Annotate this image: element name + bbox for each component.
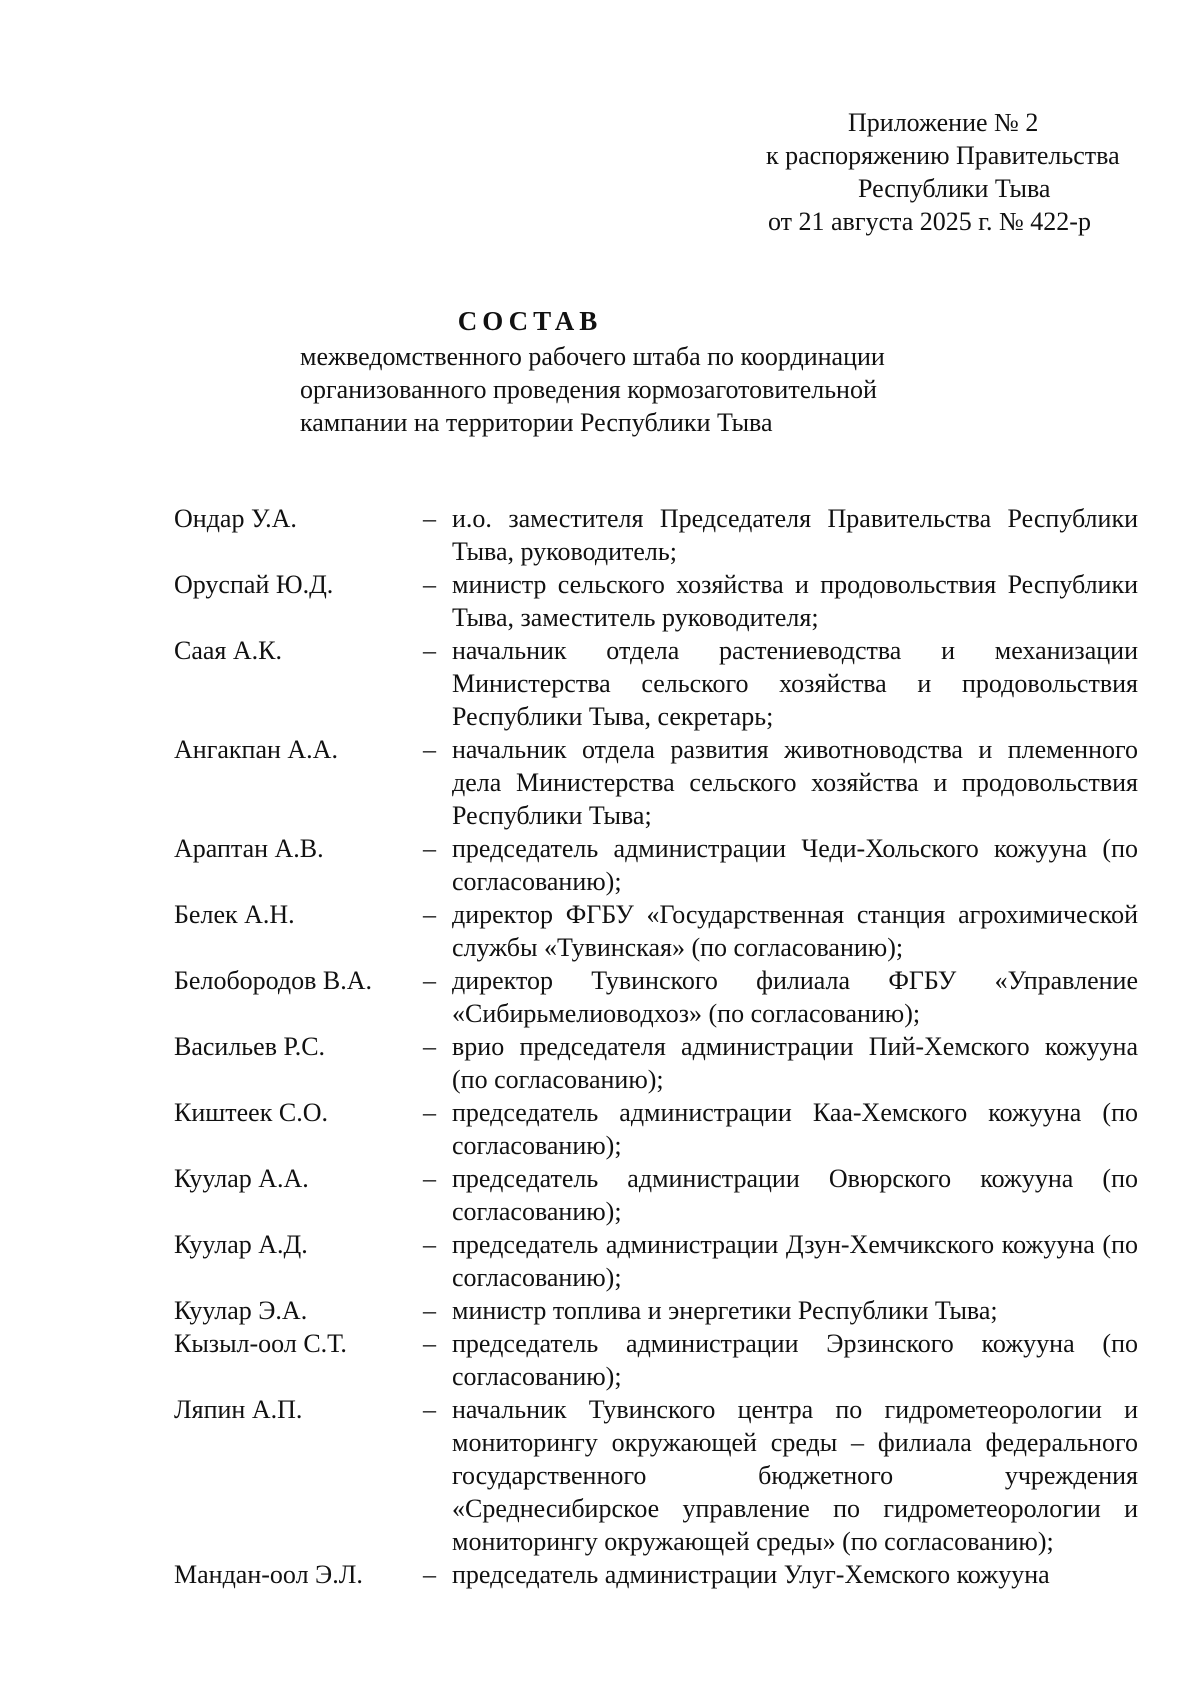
document-title: СОСТАВ [457,306,603,336]
members-list [0,502,1200,1591]
member-role: председатель администрации Эрзинского кожууна (по согласованию); [452,1329,1138,1391]
member-entry [0,1228,1200,1294]
member-role: начальник Тувинского центра по гидрометеорологии и мониторингу окружающей среды – филиала федерального государственного бюджетного учреждения «Среднесибирское управление по гидрометеорологии и мониторингу окружающей среды» (по согласованию); [452,1395,1138,1556]
member-name: Саая А.К. [174,636,282,665]
member-dash: – [423,1395,436,1424]
document-subtitle [300,340,885,439]
member-role: председатель администрации Улуг-Хемского кожууна [452,1560,1050,1589]
member-entry [0,733,1200,832]
member-dash: – [423,1032,436,1061]
member-entry [0,898,1200,964]
member-name: Белобородов В.А. [174,966,373,995]
member-role: начальник отдела развития животноводства и племенного дела Министерства сельского хозяйства и продовольствия Республики Тыва; [452,735,1138,830]
member-role: директор Тувинского филиала ФГБУ «Управление «Сибирьмелиоводхоз» (по согласованию); [452,966,1138,1028]
member-role: министр топлива и энергетики Республики Тыва; [452,1296,998,1325]
member-entry [0,1327,1200,1393]
member-dash: – [423,570,436,599]
member-role: директор ФГБУ «Государственная станция агрохимической службы «Тувинская» (по согласованию); [452,900,1138,962]
member-dash: – [423,504,436,533]
member-name: Ляпин А.П. [174,1395,303,1424]
member-entry [0,964,1200,1030]
subtitle-line: кампании на территории Республики Тыва [300,408,773,437]
member-dash: – [423,834,436,863]
member-entry [0,502,1200,568]
appendix-header [748,106,1148,238]
member-entry [0,1096,1200,1162]
member-role: председатель администрации Дзун-Хемчикского кожууна (по согласованию); [452,1230,1138,1292]
member-name: Куулар А.Д. [174,1230,308,1259]
subtitle-line: организованного проведения кормозаготовительной [300,375,877,404]
member-dash: – [423,966,436,995]
appendix-reference: к распоряжению Правительства [766,141,1120,170]
member-name: Мандан-оол Э.Л. [174,1560,363,1589]
member-entry [0,1162,1200,1228]
member-name: Белек А.Н. [174,900,295,929]
member-entry [0,1030,1200,1096]
member-entry [0,1294,1200,1327]
member-name: Куулар А.А. [174,1164,309,1193]
member-dash: – [423,1164,436,1193]
member-dash: – [423,636,436,665]
member-entry [0,634,1200,733]
member-role: и.о. заместителя Председателя Правительства Республики Тыва, руководитель; [452,504,1138,566]
member-name: Кызыл-оол С.Т. [174,1329,347,1358]
member-dash: – [423,1230,436,1259]
member-role: министр сельского хозяйства и продовольствия Республики Тыва, заместитель руководителя; [452,570,1138,632]
member-dash: – [423,900,436,929]
member-role: начальник отдела растениеводства и механизации Министерства сельского хозяйства и продовольствия Республики Тыва, секретарь; [452,636,1138,731]
member-name: Васильев Р.С. [174,1032,326,1061]
member-name: Куулар Э.А. [174,1296,308,1325]
member-dash: – [423,1560,436,1589]
member-role: врио председателя администрации Пий-Хемского кожууна (по согласованию); [452,1032,1138,1094]
member-name: Ангакпан А.А. [174,735,338,764]
member-name: Ондар У.А. [174,504,297,533]
member-dash: – [423,1098,436,1127]
member-entry [0,832,1200,898]
member-name: Киштеек С.О. [174,1098,328,1127]
member-name: Араптан А.В. [174,834,324,863]
appendix-date: от 21 августа 2025 г. № 422-р [768,207,1091,236]
subtitle-line: межведомственного рабочего штаба по координации [300,342,885,371]
member-role: председатель администрации Овюрского кожууна (по согласованию); [452,1164,1138,1226]
member-role: председатель администрации Чеди-Хольского кожууна (по согласованию); [452,834,1138,896]
member-entry [0,1393,1200,1558]
member-entry [0,1558,1200,1591]
member-name: Оруспай Ю.Д. [174,570,334,599]
appendix-number: Приложение № 2 [848,108,1039,137]
member-dash: – [423,1329,436,1358]
member-role: председатель администрации Каа-Хемского кожууна (по согласованию); [452,1098,1138,1160]
appendix-republic: Республики Тыва [858,174,1051,203]
member-dash: – [423,1296,436,1325]
member-dash: – [423,735,436,764]
member-entry [0,568,1200,634]
